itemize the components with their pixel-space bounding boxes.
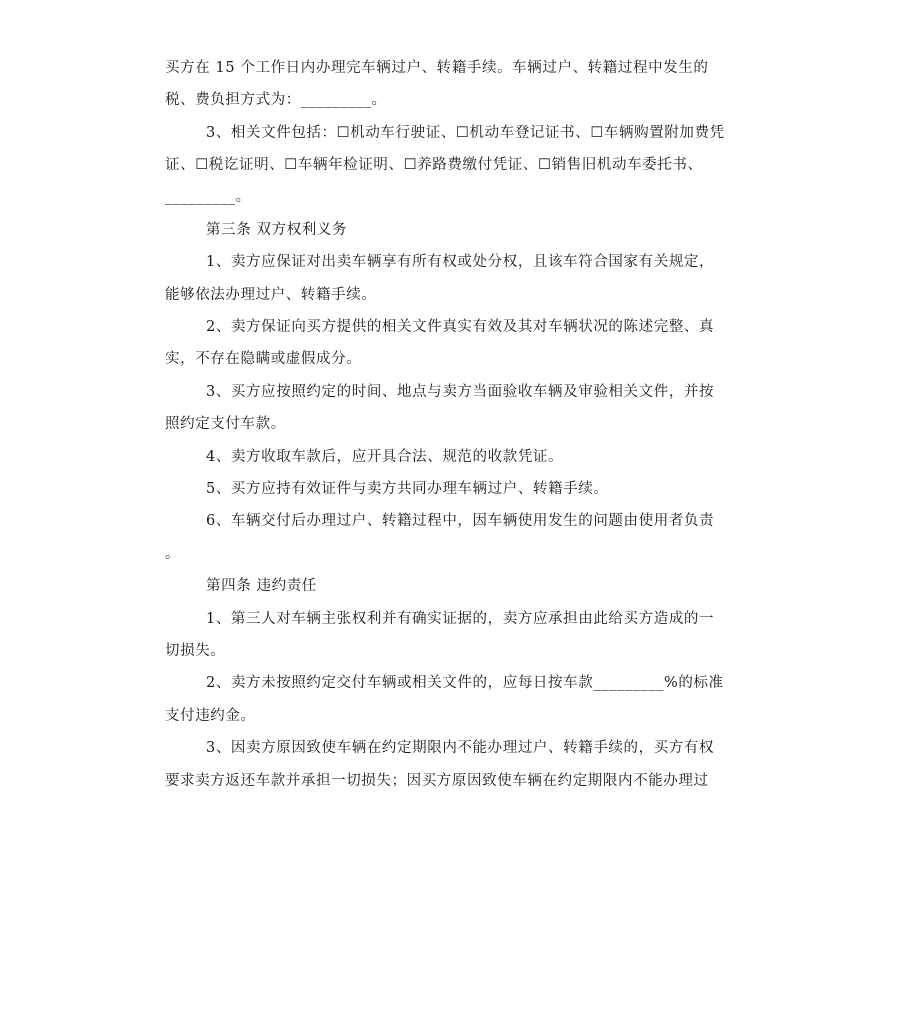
paragraph-line: 实，不存在隐瞒或虚假成分。 [165, 351, 362, 367]
paragraph-line: 能够依法办理过户、转籍手续。 [165, 287, 377, 303]
paragraph-line: 。 [165, 546, 181, 562]
paragraph-line: 切损失。 [165, 643, 226, 659]
paragraph-line: 支付违约金。 [165, 708, 256, 724]
paragraph-line: 2、卖方保证向买方提供的相关文件真实有效及其对车辆状况的陈述完整、真 [206, 319, 715, 335]
paragraph-line: _________。 [165, 189, 251, 205]
paragraph-line: 1、第三人对车辆主张权利并有确实证据的，卖方应承担由此给买方造成的一 [206, 611, 715, 627]
paragraph-line: 证、☐税讫证明、☐车辆年检证明、☐养路费缴付凭证、☐销售旧机动车委托书、 [165, 157, 703, 173]
paragraph-line: 4、卖方收取车款后，应开具合法、规范的收款凭证。 [206, 449, 564, 465]
paragraph-line: 2、卖方未按照约定交付车辆或相关文件的，应每日按车款_________%的标准 [206, 675, 724, 691]
paragraph-line: 买方在 15 个工作日内办理完车辆过户、转籍手续。车辆过户、转籍过程中发生的 [165, 60, 709, 76]
paragraph-line: 3、买方应按照约定的时间、地点与卖方当面验收车辆及审验相关文件，并按 [206, 384, 715, 400]
paragraph-line: 3、因卖方原因致使车辆在约定期限内不能办理过户、转籍手续的，买方有权 [206, 740, 715, 756]
paragraph-line: 3、相关文件包括：☐机动车行驶证、☐机动车登记证书、☐车辆购置附加费凭 [206, 125, 725, 141]
paragraph-line: 6、车辆交付后办理过户、转籍过程中，因车辆使用发生的问题由使用者负责 [206, 513, 715, 529]
paragraph-line: 1、卖方应保证对出卖车辆享有所有权或处分权，且该车符合国家有关规定， [206, 254, 715, 270]
section-heading: 第四条 违约责任 [206, 578, 317, 594]
paragraph-line: 税、费负担方式为：_________。 [165, 92, 387, 108]
section-heading: 第三条 双方权利义务 [206, 222, 348, 238]
paragraph-line: 要求卖方返还车款并承担一切损失；因买方原因致使车辆在约定期限内不能办理过 [165, 773, 709, 789]
paragraph-line: 5、买方应持有效证件与卖方共同办理车辆过户、转籍手续。 [206, 481, 609, 497]
paragraph-line: 照约定支付车款。 [165, 416, 286, 432]
